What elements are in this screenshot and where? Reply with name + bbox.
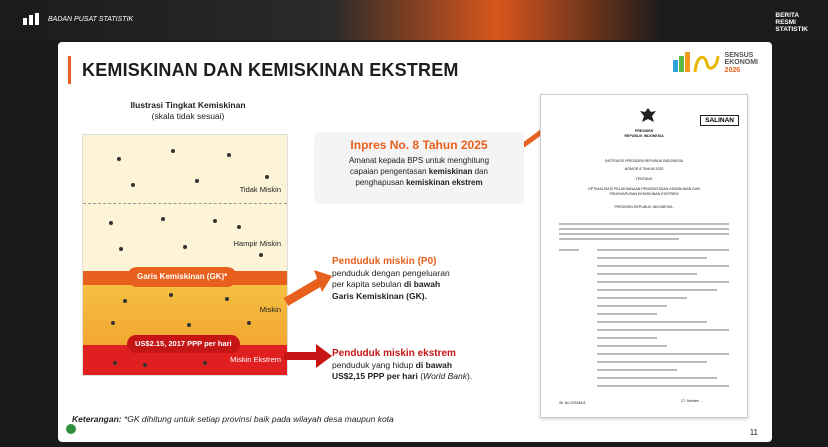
extreme-line-1a: penduduk yang hidup xyxy=(332,359,416,370)
illustration-title xyxy=(118,100,258,122)
doc-presiden-ri: PRESIDEN REPUBLIK INDONESIA, xyxy=(614,205,674,209)
doc-list-line xyxy=(597,289,717,291)
p0-line-3: Garis Kemiskinan (GK). xyxy=(332,290,427,301)
doc-menteri-next: 17. Menteri . . . xyxy=(681,399,705,403)
doc-list-line xyxy=(597,313,657,315)
bps-round-icon xyxy=(66,424,76,434)
inpres-line-3b: kemiskinan ekstrem xyxy=(406,178,483,187)
se-label xyxy=(725,52,758,75)
person-dot xyxy=(183,245,187,249)
inpres-document-image xyxy=(540,94,748,418)
doc-list-line xyxy=(597,321,707,323)
person-dot xyxy=(131,183,135,187)
presentation-slide xyxy=(58,42,772,442)
extreme-poor-definition xyxy=(332,348,532,383)
doc-republik: REPUBLIK INDONESIA xyxy=(624,134,664,138)
bps-logo-icon xyxy=(22,12,42,26)
extreme-line-2d: ). xyxy=(466,371,473,381)
doc-list-line xyxy=(597,257,707,259)
illustration-subtitle: (skala tidak sesuai) xyxy=(151,111,225,121)
person-dot xyxy=(171,149,175,153)
footnote xyxy=(72,414,394,424)
bps-brand xyxy=(22,12,133,26)
doc-list-line xyxy=(597,273,697,275)
doc-list-line xyxy=(597,297,687,299)
doc-list-line xyxy=(597,281,729,283)
doc-list-line xyxy=(597,353,729,355)
brs-label xyxy=(775,12,808,33)
extreme-line-2c: World Bank xyxy=(423,371,467,381)
arrow-poor-icon xyxy=(284,268,332,308)
person-dot xyxy=(195,179,199,183)
doc-list-line xyxy=(597,337,657,339)
arrow-extreme-icon xyxy=(284,344,332,368)
sensus-ekonomi-logo xyxy=(671,50,758,76)
zone-non-poor xyxy=(83,135,287,279)
label-miskin-ekstrem: Miskin Ekstrem xyxy=(230,355,281,364)
label-hampir-miskin: Hampir Miskin xyxy=(233,239,281,248)
doc-text-line xyxy=(559,228,729,230)
person-dot xyxy=(161,217,165,221)
inpres-line-2b: kemiskinan xyxy=(428,167,473,176)
person-dot xyxy=(225,297,229,301)
label-tidak-miskin: Tidak Miskin xyxy=(239,185,281,194)
doc-list-line xyxy=(597,377,717,379)
doc-footer-code: SK No 229348 A xyxy=(559,401,586,405)
se-line-3: 2026 xyxy=(724,66,741,74)
person-dot xyxy=(237,225,241,229)
title-accent-bar xyxy=(68,56,71,84)
brs-line-3: STATISTIK xyxy=(775,26,808,33)
doc-list-line xyxy=(597,305,667,307)
doc-text-line xyxy=(559,249,579,251)
inpres-callout xyxy=(314,132,524,204)
doc-judul-1: OPTIMALISASI PELAKSANAAN PENGENTASAN KEMISKINAN DAN xyxy=(588,187,700,191)
person-dot xyxy=(213,219,217,223)
se-line-2: EKONOMI xyxy=(724,59,758,67)
footnote-text: *GK dihitung untuk setiap provinsi baik pada wilayah desa maupun kota xyxy=(121,414,394,424)
poverty-diagram xyxy=(82,134,288,376)
person-dot xyxy=(111,321,115,325)
footnote-label: Keterangan: xyxy=(72,414,122,424)
p0-line-2b: di bawah xyxy=(403,279,441,289)
p0-definition xyxy=(332,256,522,302)
doc-text-line xyxy=(559,233,729,235)
doc-judul-2: PENGHAPUSAN KEMISKINAN EKSTREM xyxy=(609,192,679,196)
inpres-line-3a: penghapusan xyxy=(355,178,407,187)
label-miskin: Miskin xyxy=(259,305,281,314)
person-dot xyxy=(265,175,269,179)
person-dot xyxy=(117,157,121,161)
person-dot xyxy=(113,361,117,365)
person-dot xyxy=(203,361,207,365)
se2026-logo-icon xyxy=(671,50,721,76)
brs-line-2: RESMI xyxy=(775,19,796,26)
inpres-line-1: Amanat kepada BPS untuk menghitung xyxy=(348,156,490,165)
page-number: 11 xyxy=(749,428,758,437)
person-dot xyxy=(109,221,113,225)
near-poor-divider xyxy=(83,203,287,204)
doc-instruksi: INSTRUKSI PRESIDEN REPUBLIK INDONESIA xyxy=(604,159,684,163)
person-dot xyxy=(169,293,173,297)
doc-list-line xyxy=(597,265,729,267)
person-dot xyxy=(123,299,127,303)
person-dot xyxy=(259,253,263,257)
illustration-title-text: Ilustrasi Tingkat Kemiskinan xyxy=(130,100,246,110)
inpres-line-2a: capaian pengentasan xyxy=(350,167,429,176)
poverty-line-pill: Garis Kemiskinan (GK)* xyxy=(127,267,237,287)
doc-text-line xyxy=(559,223,729,225)
doc-list-line xyxy=(597,361,707,363)
doc-list-line xyxy=(597,249,729,251)
ppp-threshold-pill: US$2.15, 2017 PPP per hari xyxy=(127,335,240,353)
extreme-heading: Penduduk miskin ekstrem xyxy=(332,348,456,359)
person-dot xyxy=(187,323,191,327)
person-dot xyxy=(247,321,251,325)
doc-tentang: TENTANG xyxy=(635,177,653,181)
extreme-line-2a: US$2,15 PPP per hari xyxy=(332,371,418,381)
doc-nomor: NOMOR 8 TAHUN 2025 xyxy=(624,167,664,171)
doc-list-line xyxy=(597,369,677,371)
p0-line-2a: per kapita sebulan xyxy=(332,279,404,289)
p0-line-1: penduduk dengan pengeluaran xyxy=(332,267,450,278)
se-line-1: SENSUS xyxy=(724,51,754,59)
doc-presiden: PRESIDEN xyxy=(634,129,654,133)
salinan-stamp: SALINAN xyxy=(700,115,739,126)
slide-title: KEMISKINAN DAN KEMISKINAN EKSTREM xyxy=(82,60,459,80)
brs-line-1: BERITA xyxy=(775,12,800,19)
doc-list-line xyxy=(597,345,667,347)
inpres-body xyxy=(314,155,524,188)
doc-list-line xyxy=(597,329,729,331)
p0-heading: Penduduk miskin (P0) xyxy=(332,256,437,267)
person-dot xyxy=(143,363,147,367)
doc-list-line xyxy=(597,385,729,387)
bps-name: BADAN PUSAT STATISTIK xyxy=(48,15,134,23)
doc-text-line xyxy=(559,238,679,240)
inpres-title: Inpres No. 8 Tahun 2025 xyxy=(350,138,488,152)
extreme-line-2b: ( xyxy=(417,371,424,381)
person-dot xyxy=(227,153,231,157)
extreme-line-1b: di bawah xyxy=(415,359,453,370)
person-dot xyxy=(119,247,123,251)
garuda-emblem-icon xyxy=(639,107,657,125)
inpres-line-2c: dan xyxy=(472,167,488,176)
